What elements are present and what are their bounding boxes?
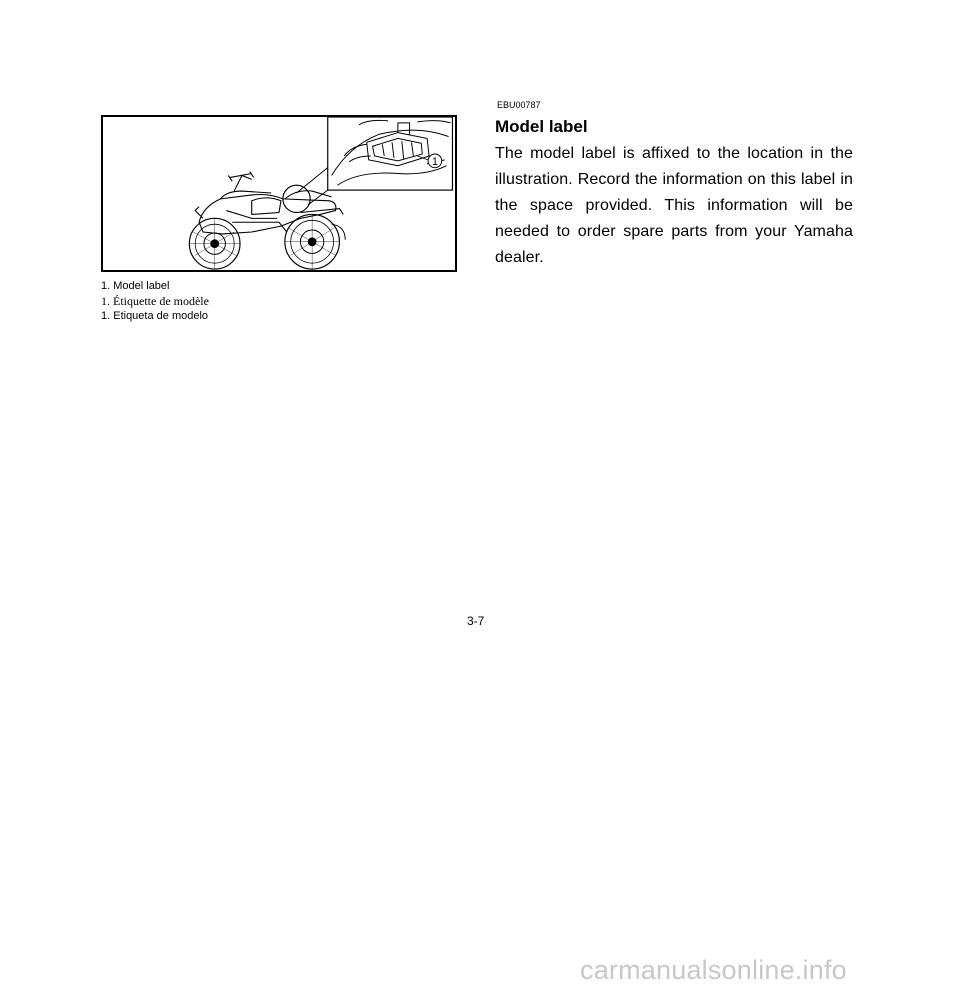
- front-wheel: [189, 218, 240, 269]
- page-number: 3-7: [467, 614, 485, 628]
- figure-captions: [101, 279, 209, 324]
- caption-english: 1. Model label: [101, 280, 170, 292]
- atv-illustration: [101, 115, 457, 272]
- rear-wheel: [285, 214, 340, 269]
- atv-drawing: [103, 117, 455, 270]
- caption-french: 1. Étiquette de modèle: [101, 294, 209, 308]
- section-heading: Model label: [495, 117, 588, 136]
- watermark: carmanualsonline.info: [580, 955, 847, 985]
- rear-wheel-far: [332, 224, 346, 240]
- section-body: The model label is affixed to the location in the illustration. Record the information on this label in the space provided. This information will be needed to order spare parts from your Yamaha dealer.: [495, 145, 853, 266]
- callout-number: 1: [431, 155, 438, 168]
- section-code: EBU00787: [497, 100, 541, 110]
- connector-line: [297, 168, 328, 193]
- caption-spanish: 1. Etiqueta de modelo: [101, 310, 209, 322]
